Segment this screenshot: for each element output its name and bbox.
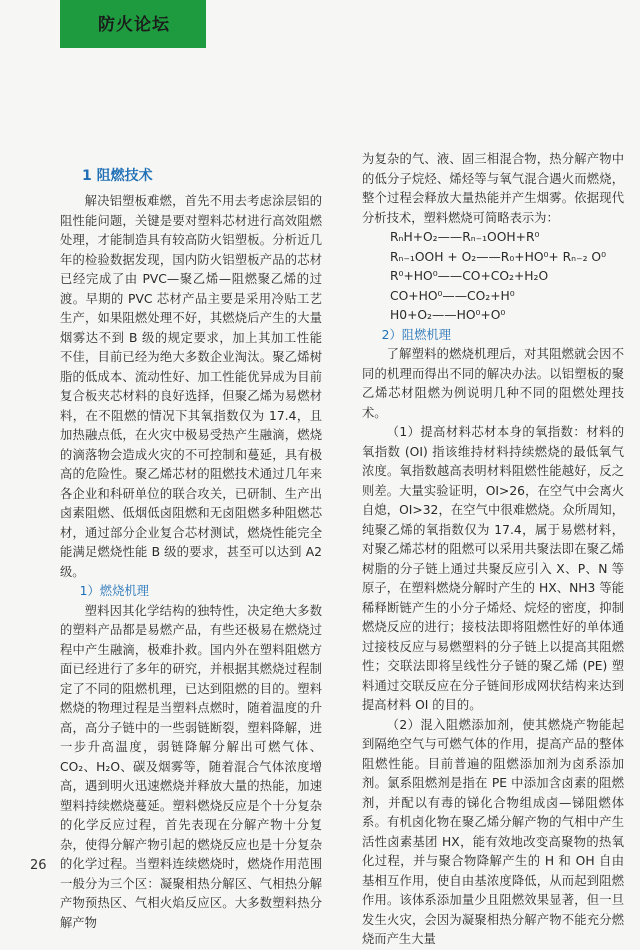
paragraph-combustion: 塑料因其化学结构的独特性，决定绝大多数的塑料产品都是易燃产品，有些还极易在燃烧过程中产生融滴，极难扑救。国内外在塑料阻燃方面已经进行了多年的研究，并根据其燃烧过程制定了不同的阻燃机理，已达到阻燃的目的。塑料燃烧的物理过程是当塑料点燃时，随着温度的升高，高分子链中的一些弱链断裂，塑料降解，进一步升高温度，弱链降解分解出可燃气体、CO₂、H₂O、碳及烟雾等，随着混合气体浓度增高，遇到明火迅速燃烧并释放大量的热能，加速塑料持续燃烧蔓延。塑料燃烧反应是个十分复杂的化学反应过程，首先表现在分解产物十分复杂，使得分解产物引起的燃烧反应也是十分复杂的化学过程。当塑料连续燃烧时，燃烧作用范围一般分为三个区：凝聚相热分解区、气相热分解产物预热区、气相火焰反应区。大多数塑料热分解产物: [60, 603, 322, 930]
section-heading: 1 阻燃技术: [82, 168, 153, 184]
formula-line: H0+O₂——HO⁰+O⁰: [390, 308, 506, 322]
formula-line: RₙH+O₂——Rₙ₋₁OOH+R⁰: [390, 230, 540, 244]
formula-line: CO+HO⁰——CO₂+H⁰: [390, 288, 515, 303]
formula-line: Rₙ₋₁OOH + O₂——R₀+HO⁰+ Rₙ₋₂ O⁰: [390, 249, 607, 264]
paragraph-continued: 为复杂的气、液、固三相混合物，热分解产物中的低分子烷烃、烯烃等与氧气混合遇火而燃烧，整个过程会释放大量热能并产生烟雾。依据现代分析技术，塑料燃烧可简略表示为：: [362, 152, 624, 225]
right-column: [362, 150, 624, 950]
page-number: 26: [30, 858, 47, 873]
paragraph-mechanism-intro: 了解塑料的燃烧机理后，对其阻燃就会因不同的机理而得出不同的解决办法。以铝塑板的聚乙烯芯材阻燃为例说明几种不同的阻燃处理技术。: [362, 347, 624, 420]
paragraph-additives: （2）混入阻燃添加剂，使其燃烧产物能起到隔绝空气与可燃气体的作用，提高产品的整体阻燃性能。目前普遍的阻燃添加剂为卤系添加剂。氯系阻燃剂是指在 PE 中添加含卤素的阻燃剂，并配以有毒的锑化合物组成卤—锑阻燃体系。有机卤化物在聚乙烯分解产物的气相中产生活性卤素基团 HX，能有效地改变高聚物的热氧化过程，并与聚合物降解产生的 H 和 OH 自由基相互作用，使自由基浓度降低，从而起到阻燃作用。该体系添加量少且阻燃效果显著，但一旦发生火灾，会因为凝聚相热分解产物不能充分燃烧而产生大量: [362, 717, 624, 946]
subheading-combustion-mechanism: 1）燃烧机理: [79, 584, 149, 598]
left-column: [60, 192, 322, 933]
paragraph-intro: 解决铝塑板难燃，首先不用去考虑涂层铝的阻性能问题，关键是要对塑料芯材进行高效阻燃处理，才能制造具有较高防火铝塑板。分析近几年的检验数据发现，国内防火铝塑板产品的芯材已经完成了由 PVC—聚乙烯—阻燃聚乙烯的过渡。早期的 PVC 芯材产品主要是采用冷贴工艺生产，如果阻燃处理不好，其燃烧后产生的大量烟雾达不到 B 级的规定要求，加上其加工性能不佳，目前已经为绝大多数企业淘汰。聚乙烯树脂的低成本、流动性好、加工性能优异成为目前复合板夹芯材料的良好选择，但聚乙烯为易燃材料，在不阻燃的情况下其氧指数仅为 17.4，且加热融点低，在火灾中极易受热产生融滴，燃烧的滴落物会造成火灾的不可控制和蔓延，具有极高的危险性。聚乙烯芯材的阻燃技术通过几年来各企业和科研单位的联合攻关，已研制、生产出卤素阻燃、低烟低卤阻燃和无卤阻燃多种阻燃芯材，通过部分企业复合芯材测试，燃烧性能完全能满足燃烧性能 B 级的要求，甚至可以达到 A2 级。: [60, 194, 322, 579]
formula-line: R⁰+HO⁰——CO+CO₂+H₂O: [390, 269, 549, 283]
paragraph-oxygen-index: （1）提高材料芯材本身的氧指数：材料的氧指数 (OI) 指该维持材料持续燃烧的最低氧气浓度。氧指数越高表明材料阻燃性能越好，反之则差。大量实验证明，OI>26，在空气中会离火自熄，OI>32，在空气中很难燃烧。众所周知，纯聚乙烯的氧指数仅为 17.4，属于易燃材料，对聚乙烯芯材的阻燃可以采用共聚法即在聚乙烯树脂的分子链上通过共聚反应引入 X、P、N 等原子，在塑料燃烧分解时产生的 HX、NH3 等能稀释断链产生的小分子烯烃、烷烃的密度，抑制燃烧反应的进行；接枝法即将阻燃性好的单体通过接枝反应与易燃塑料的分子链上以提高其阻燃性；交联法即将呈线性分子链的聚乙烯 (PE) 塑料通过交联反应在分子链间形成网状结构来达到提高材料 OI 的目的。: [362, 425, 624, 712]
column-title: 防火论坛: [98, 15, 170, 35]
subheading-flame-retardant-mechanism: 2）阻燃机理: [381, 327, 451, 342]
